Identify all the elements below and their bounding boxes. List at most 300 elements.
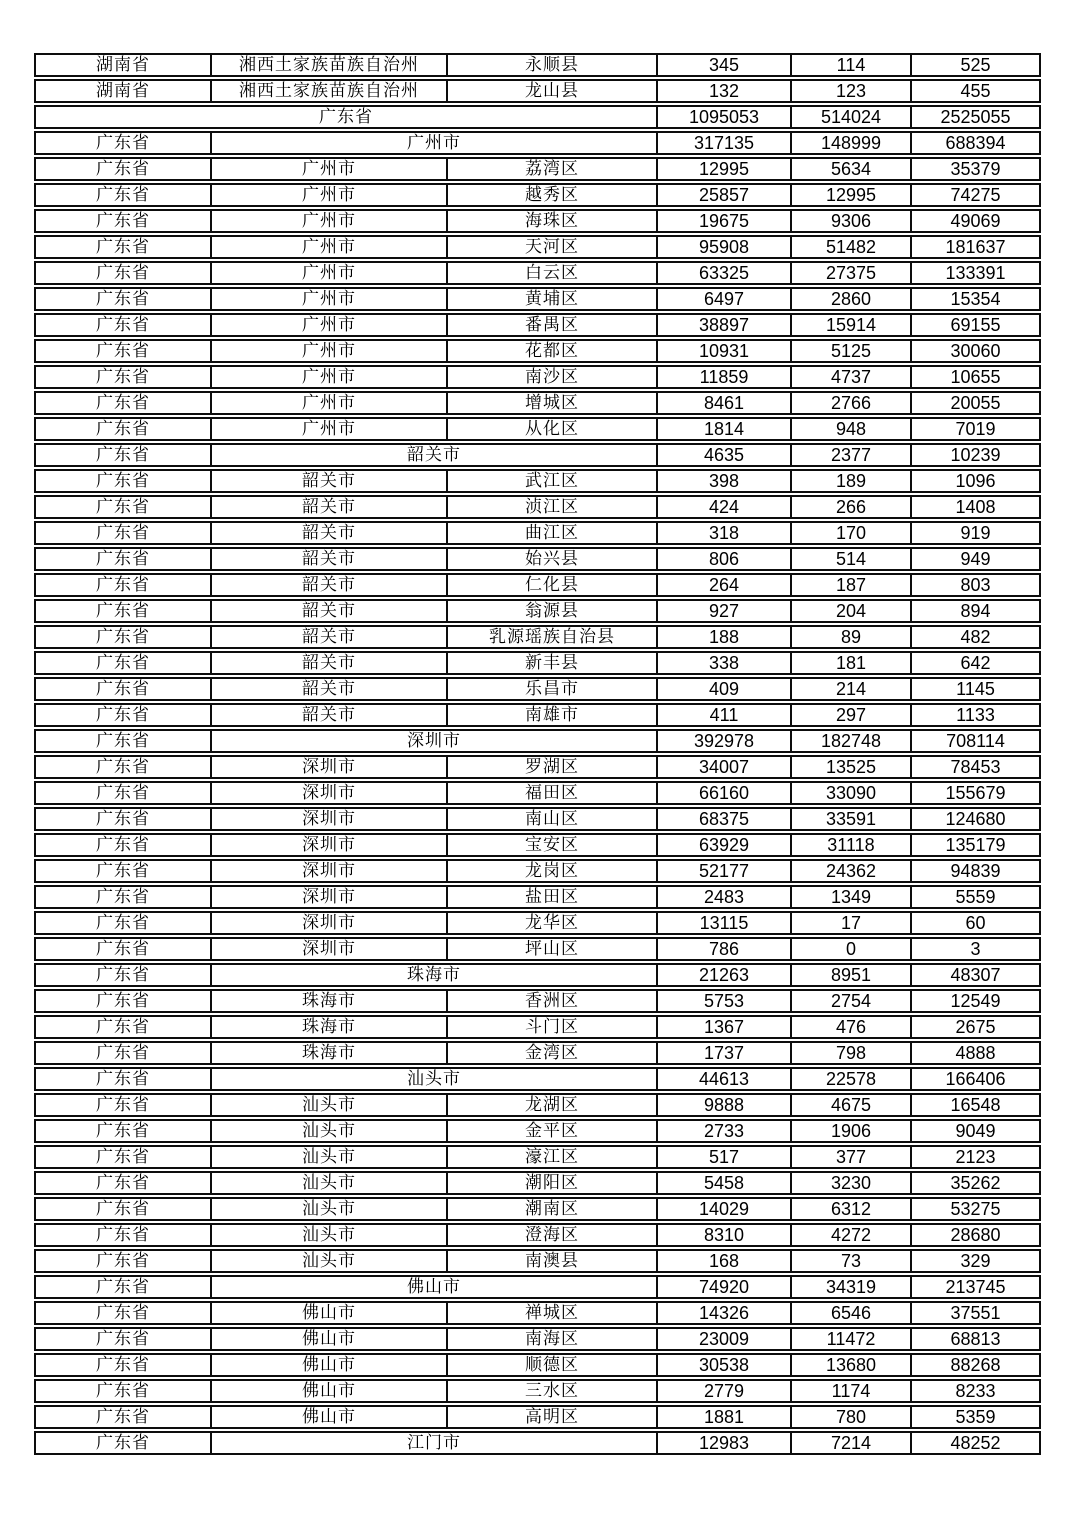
value-cell: 9306 (790, 211, 910, 231)
district-cell: 南海区 (446, 1329, 656, 1349)
value-cell: 0 (790, 939, 910, 959)
table-row (34, 79, 1041, 103)
value-cell: 1096 (910, 471, 1039, 491)
value-cell: 318 (656, 523, 790, 543)
city-total-cell: 佛山市 (210, 1277, 656, 1297)
province-cell: 广东省 (96, 1277, 150, 1296)
table-row (34, 1041, 1041, 1065)
district-cell: 越秀区 (446, 185, 656, 205)
value-cell: 187 (790, 575, 910, 595)
district-cell: 潮阳区 (446, 1173, 656, 1193)
province-cell: 广东省 (96, 1381, 150, 1400)
province-cell: 广东省 (96, 497, 150, 516)
city-cell: 韶关市 (210, 549, 446, 569)
district-cell: 金平区 (446, 1121, 656, 1141)
province-cell: 广东省 (96, 939, 150, 958)
value-cell: 317135 (656, 133, 790, 153)
district-cell: 龙山县 (446, 81, 656, 101)
value-cell: 13680 (790, 1355, 910, 1375)
value-cell: 34007 (656, 757, 790, 777)
value-cell: 8461 (656, 393, 790, 413)
value-cell: 377 (790, 1147, 910, 1167)
value-cell: 213745 (910, 1277, 1039, 1297)
province-cell: 广东省 (96, 471, 150, 490)
table-row (34, 157, 1041, 181)
value-cell: 455 (910, 81, 1039, 101)
table-row (34, 1275, 1041, 1299)
value-cell: 4272 (790, 1225, 910, 1245)
value-cell: 170 (790, 523, 910, 543)
value-cell: 10931 (656, 341, 790, 361)
table-row (34, 651, 1041, 675)
value-cell: 9888 (656, 1095, 790, 1115)
value-cell: 4888 (910, 1043, 1039, 1063)
value-cell: 2123 (910, 1147, 1039, 1167)
value-cell: 23009 (656, 1329, 790, 1349)
value-cell: 2754 (790, 991, 910, 1011)
value-cell: 329 (910, 1251, 1039, 1271)
table-row (34, 1249, 1041, 1273)
value-cell: 8310 (656, 1225, 790, 1245)
value-cell: 74275 (910, 185, 1039, 205)
value-cell: 12995 (656, 159, 790, 179)
city-cell: 珠海市 (210, 991, 446, 1011)
province-cell: 湖南省 (96, 81, 150, 100)
value-cell: 338 (656, 653, 790, 673)
value-cell: 13525 (790, 757, 910, 777)
city-cell: 韶关市 (210, 705, 446, 725)
district-cell: 天河区 (446, 237, 656, 257)
value-cell: 52177 (656, 861, 790, 881)
value-cell: 37551 (910, 1303, 1039, 1323)
value-cell: 48252 (910, 1433, 1039, 1453)
district-cell: 龙岗区 (446, 861, 656, 881)
city-cell: 深圳市 (210, 809, 446, 829)
province-cell: 广东省 (96, 315, 150, 334)
table-row (34, 937, 1041, 961)
province-cell: 广东省 (96, 549, 150, 568)
value-cell: 2766 (790, 393, 910, 413)
district-cell: 永顺县 (446, 55, 656, 75)
value-cell: 919 (910, 523, 1039, 543)
district-cell: 白云区 (446, 263, 656, 283)
district-cell: 南雄市 (446, 705, 656, 725)
value-cell: 266 (790, 497, 910, 517)
table-row (34, 1145, 1041, 1169)
value-cell: 30060 (910, 341, 1039, 361)
table-row (34, 807, 1041, 831)
province-cell: 广东省 (96, 653, 150, 672)
province-cell: 广东省 (96, 601, 150, 620)
province-cell: 广东省 (96, 1407, 150, 1426)
city-cell: 韶关市 (210, 653, 446, 673)
value-cell: 11859 (656, 367, 790, 387)
city-total-cell: 汕头市 (210, 1069, 656, 1089)
city-cell: 珠海市 (210, 1043, 446, 1063)
city-cell: 汕头市 (210, 1225, 446, 1245)
table-row (34, 885, 1041, 909)
value-cell: 17 (790, 913, 910, 933)
province-cell: 广东省 (96, 1199, 150, 1218)
district-cell: 仁化县 (446, 575, 656, 595)
value-cell: 60 (910, 913, 1039, 933)
city-cell: 珠海市 (210, 1017, 446, 1037)
table-row (34, 131, 1041, 155)
city-cell: 佛山市 (210, 1381, 446, 1401)
value-cell: 123 (790, 81, 910, 101)
value-cell: 89 (790, 627, 910, 647)
province-cell: 广东省 (96, 887, 150, 906)
value-cell: 514 (790, 549, 910, 569)
value-cell: 345 (656, 55, 790, 75)
table-row (34, 287, 1041, 311)
city-cell: 广州市 (210, 289, 446, 309)
district-cell: 曲江区 (446, 523, 656, 543)
value-cell: 204 (790, 601, 910, 621)
table-row (34, 1353, 1041, 1377)
value-cell: 517 (656, 1147, 790, 1167)
city-cell: 广州市 (210, 315, 446, 335)
value-cell: 1349 (790, 887, 910, 907)
district-cell: 黄埔区 (446, 289, 656, 309)
district-cell: 荔湾区 (446, 159, 656, 179)
city-cell: 深圳市 (210, 861, 446, 881)
value-cell: 214 (790, 679, 910, 699)
district-cell: 增城区 (446, 393, 656, 413)
city-cell: 韶关市 (210, 497, 446, 517)
value-cell: 12995 (790, 185, 910, 205)
value-cell: 5559 (910, 887, 1039, 907)
district-cell: 翁源县 (446, 601, 656, 621)
district-cell: 乐昌市 (446, 679, 656, 699)
district-cell: 禅城区 (446, 1303, 656, 1323)
city-cell: 汕头市 (210, 1173, 446, 1193)
province-cell: 广东省 (96, 367, 150, 386)
value-cell: 798 (790, 1043, 910, 1063)
value-cell: 114 (790, 55, 910, 75)
province-cell: 广东省 (96, 1303, 150, 1322)
value-cell: 642 (910, 653, 1039, 673)
province-cell: 广东省 (96, 705, 150, 724)
value-cell: 1145 (910, 679, 1039, 699)
value-cell: 6546 (790, 1303, 910, 1323)
value-cell: 10655 (910, 367, 1039, 387)
table-row (34, 599, 1041, 623)
province-cell: 广东省 (96, 133, 150, 152)
value-cell: 44613 (656, 1069, 790, 1089)
value-cell: 409 (656, 679, 790, 699)
value-cell: 132 (656, 81, 790, 101)
value-cell: 51482 (790, 237, 910, 257)
value-cell: 4635 (656, 445, 790, 465)
value-cell: 806 (656, 549, 790, 569)
table-row (34, 1093, 1041, 1117)
value-cell: 189 (790, 471, 910, 491)
table-body (34, 53, 1041, 1455)
province-cell: 广东省 (96, 1095, 150, 1114)
city-total-cell: 广州市 (210, 133, 656, 153)
district-cell: 新丰县 (446, 653, 656, 673)
value-cell: 5125 (790, 341, 910, 361)
value-cell: 15354 (910, 289, 1039, 309)
district-cell: 武江区 (446, 471, 656, 491)
value-cell: 411 (656, 705, 790, 725)
value-cell: 6312 (790, 1199, 910, 1219)
province-cell: 广东省 (96, 835, 150, 854)
district-cell: 香洲区 (446, 991, 656, 1011)
city-cell: 深圳市 (210, 913, 446, 933)
value-cell: 4675 (790, 1095, 910, 1115)
table-row (34, 989, 1041, 1013)
district-cell: 花都区 (446, 341, 656, 361)
table-row (34, 755, 1041, 779)
city-cell: 深圳市 (210, 783, 446, 803)
district-cell: 南山区 (446, 809, 656, 829)
value-cell: 35262 (910, 1173, 1039, 1193)
value-cell: 94839 (910, 861, 1039, 881)
value-cell: 181637 (910, 237, 1039, 257)
district-cell: 三水区 (446, 1381, 656, 1401)
region-statistics-table (34, 53, 1041, 1457)
district-cell: 高明区 (446, 1407, 656, 1427)
table-row (34, 235, 1041, 259)
province-cell: 广东省 (96, 1017, 150, 1036)
value-cell: 155679 (910, 783, 1039, 803)
value-cell: 66160 (656, 783, 790, 803)
value-cell: 38897 (656, 315, 790, 335)
value-cell: 11472 (790, 1329, 910, 1349)
province-cell: 广东省 (96, 1147, 150, 1166)
value-cell: 8233 (910, 1381, 1039, 1401)
province-cell: 广东省 (96, 627, 150, 646)
district-cell: 濠江区 (446, 1147, 656, 1167)
value-cell: 948 (790, 419, 910, 439)
value-cell: 482 (910, 627, 1039, 647)
table-row (34, 521, 1041, 545)
value-cell: 803 (910, 575, 1039, 595)
city-cell: 韶关市 (210, 627, 446, 647)
city-cell: 佛山市 (210, 1355, 446, 1375)
district-cell: 龙华区 (446, 913, 656, 933)
value-cell: 133391 (910, 263, 1039, 283)
table-row (34, 183, 1041, 207)
table-row (34, 625, 1041, 649)
value-cell: 1881 (656, 1407, 790, 1427)
table-row (34, 209, 1041, 233)
value-cell: 68813 (910, 1329, 1039, 1349)
value-cell: 168 (656, 1251, 790, 1271)
value-cell: 14326 (656, 1303, 790, 1323)
district-cell: 海珠区 (446, 211, 656, 231)
district-cell: 福田区 (446, 783, 656, 803)
value-cell: 2779 (656, 1381, 790, 1401)
table-row (34, 833, 1041, 857)
value-cell: 9049 (910, 1121, 1039, 1141)
city-cell: 韶关市 (210, 471, 446, 491)
table-row (34, 53, 1041, 77)
city-cell: 韶关市 (210, 575, 446, 595)
province-total-cell: 广东省 (319, 107, 373, 126)
value-cell: 2483 (656, 887, 790, 907)
value-cell: 74920 (656, 1277, 790, 1297)
district-cell: 南沙区 (446, 367, 656, 387)
district-cell: 斗门区 (446, 1017, 656, 1037)
table-row (34, 365, 1041, 389)
province-cell: 广东省 (96, 185, 150, 204)
city-cell: 汕头市 (210, 1199, 446, 1219)
district-cell: 顺德区 (446, 1355, 656, 1375)
value-cell: 166406 (910, 1069, 1039, 1089)
value-cell: 27375 (790, 263, 910, 283)
value-cell: 949 (910, 549, 1039, 569)
table-row (34, 1327, 1041, 1351)
province-cell: 广东省 (96, 1251, 150, 1270)
value-cell: 12983 (656, 1433, 790, 1453)
table-row (34, 1301, 1041, 1325)
province-cell: 广东省 (96, 289, 150, 308)
value-cell: 48307 (910, 965, 1039, 985)
value-cell: 708114 (910, 731, 1039, 751)
city-cell: 深圳市 (210, 835, 446, 855)
district-cell: 盐田区 (446, 887, 656, 907)
province-cell: 广东省 (96, 419, 150, 438)
district-cell: 南澳县 (446, 1251, 656, 1271)
value-cell: 3 (910, 939, 1039, 959)
value-cell: 95908 (656, 237, 790, 257)
value-cell: 1095053 (656, 107, 790, 127)
city-cell: 汕头市 (210, 1251, 446, 1271)
table-row (34, 729, 1041, 753)
province-cell: 广东省 (96, 1043, 150, 1062)
value-cell: 2525055 (910, 107, 1039, 127)
value-cell: 5634 (790, 159, 910, 179)
value-cell: 24362 (790, 861, 910, 881)
value-cell: 5458 (656, 1173, 790, 1193)
value-cell: 2860 (790, 289, 910, 309)
table-row (34, 1431, 1041, 1455)
value-cell: 88268 (910, 1355, 1039, 1375)
value-cell: 135179 (910, 835, 1039, 855)
district-cell: 澄海区 (446, 1225, 656, 1245)
district-cell: 金湾区 (446, 1043, 656, 1063)
table-row (34, 677, 1041, 701)
province-cell: 广东省 (96, 991, 150, 1010)
table-row (34, 1119, 1041, 1143)
value-cell: 10239 (910, 445, 1039, 465)
value-cell: 2377 (790, 445, 910, 465)
province-cell: 广东省 (96, 1225, 150, 1244)
value-cell: 69155 (910, 315, 1039, 335)
province-cell: 广东省 (96, 1069, 150, 1088)
province-cell: 广东省 (96, 1173, 150, 1192)
value-cell: 688394 (910, 133, 1039, 153)
province-cell: 广东省 (96, 1329, 150, 1348)
province-cell: 广东省 (96, 393, 150, 412)
city-cell: 广州市 (210, 419, 446, 439)
table-row (34, 339, 1041, 363)
value-cell: 21263 (656, 965, 790, 985)
province-cell: 广东省 (96, 965, 150, 984)
value-cell: 20055 (910, 393, 1039, 413)
value-cell: 33090 (790, 783, 910, 803)
value-cell: 73 (790, 1251, 910, 1271)
value-cell: 1133 (910, 705, 1039, 725)
province-cell: 广东省 (96, 211, 150, 230)
value-cell: 786 (656, 939, 790, 959)
table-row (34, 573, 1041, 597)
city-cell: 韶关市 (210, 679, 446, 699)
province-cell: 广东省 (96, 263, 150, 282)
city-cell: 广州市 (210, 263, 446, 283)
value-cell: 1367 (656, 1017, 790, 1037)
district-cell: 宝安区 (446, 835, 656, 855)
table-row (34, 911, 1041, 935)
city-total-cell: 深圳市 (210, 731, 656, 751)
value-cell: 13115 (656, 913, 790, 933)
province-cell: 广东省 (96, 445, 150, 464)
city-cell: 广州市 (210, 185, 446, 205)
value-cell: 2733 (656, 1121, 790, 1141)
table-row (34, 1405, 1041, 1429)
value-cell: 78453 (910, 757, 1039, 777)
province-cell: 广东省 (96, 341, 150, 360)
value-cell: 148999 (790, 133, 910, 153)
city-total-cell: 珠海市 (210, 965, 656, 985)
value-cell: 188 (656, 627, 790, 647)
city-cell: 广州市 (210, 341, 446, 361)
value-cell: 264 (656, 575, 790, 595)
province-cell: 广东省 (96, 731, 150, 750)
value-cell: 3230 (790, 1173, 910, 1193)
table-row (34, 469, 1041, 493)
district-cell: 潮南区 (446, 1199, 656, 1219)
table-row (34, 1379, 1041, 1403)
table-row (34, 1223, 1041, 1247)
city-cell: 广州市 (210, 211, 446, 231)
value-cell: 525 (910, 55, 1039, 75)
province-cell: 广东省 (96, 1121, 150, 1140)
table-row (34, 1171, 1041, 1195)
table-row (34, 417, 1041, 441)
province-cell: 广东省 (96, 861, 150, 880)
province-cell: 广东省 (96, 913, 150, 932)
value-cell: 35379 (910, 159, 1039, 179)
table-row (34, 391, 1041, 415)
city-cell: 汕头市 (210, 1121, 446, 1141)
district-cell: 坪山区 (446, 939, 656, 959)
city-cell: 深圳市 (210, 887, 446, 907)
province-cell: 湖南省 (96, 55, 150, 74)
value-cell: 19675 (656, 211, 790, 231)
province-cell: 广东省 (96, 757, 150, 776)
value-cell: 1174 (790, 1381, 910, 1401)
value-cell: 398 (656, 471, 790, 491)
value-cell: 7214 (790, 1433, 910, 1453)
value-cell: 34319 (790, 1277, 910, 1297)
province-cell: 广东省 (96, 1433, 150, 1452)
district-cell: 罗湖区 (446, 757, 656, 777)
value-cell: 63929 (656, 835, 790, 855)
value-cell: 476 (790, 1017, 910, 1037)
district-cell: 从化区 (446, 419, 656, 439)
value-cell: 31118 (790, 835, 910, 855)
value-cell: 63325 (656, 263, 790, 283)
value-cell: 22578 (790, 1069, 910, 1089)
value-cell: 15914 (790, 315, 910, 335)
province-cell: 广东省 (96, 679, 150, 698)
value-cell: 30538 (656, 1355, 790, 1375)
province-cell: 广东省 (96, 575, 150, 594)
